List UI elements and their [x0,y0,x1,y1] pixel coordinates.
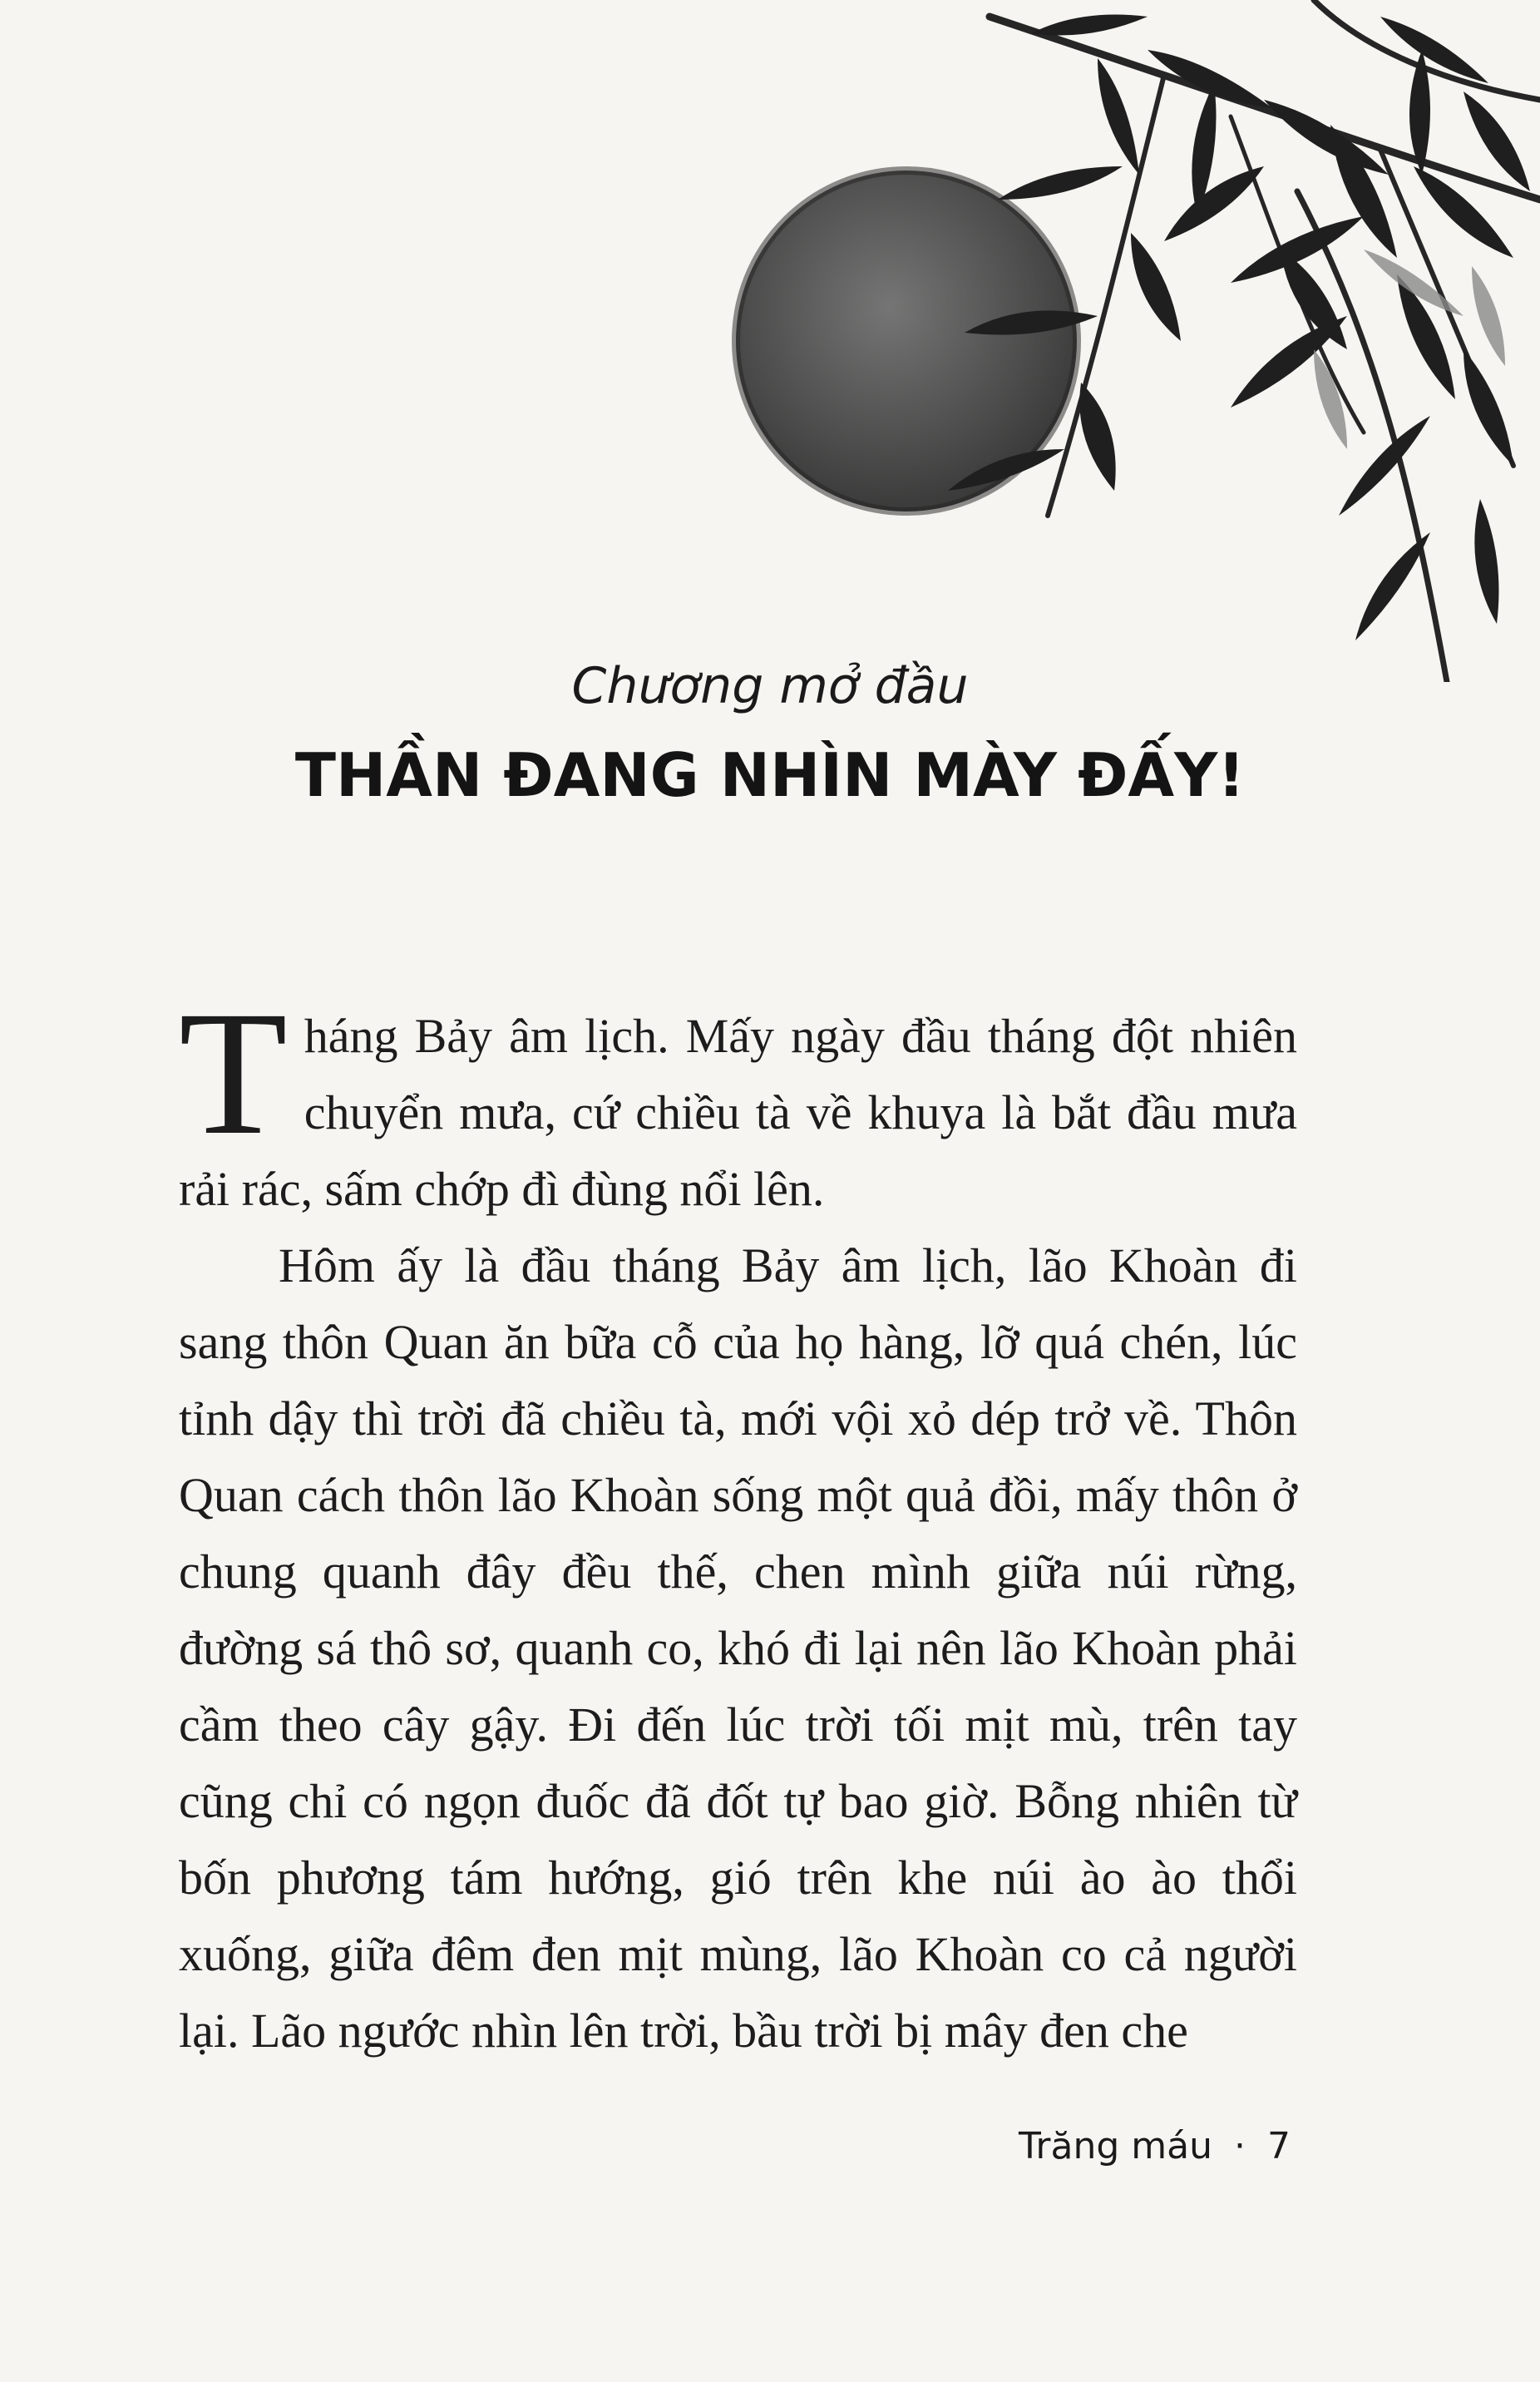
bamboo-leaves-light [1314,250,1505,449]
paragraph-1-text: háng Bảy âm lịch. Mấy ngày đầu tháng đột nhiên chuyển mưa, cứ chiều tà về khuya là bắt đầu mưa rải rác, sấm chớp đì đùng nổi lên. [179,1009,1297,1216]
page-footer [1019,2125,1291,2167]
drop-cap: T [179,975,288,1172]
bamboo-leaves [948,15,1530,641]
chapter-title: THẦN ĐANG NHÌN MÀY ĐẤY! [294,740,1246,810]
book-title: Trăng máu [1019,2125,1212,2167]
page-number: 7 [1267,2125,1291,2167]
footer-separator: · [1234,2125,1246,2167]
paragraph-2: Hôm ấy là đầu tháng Bảy âm lịch, lão Khoàn đi sang thôn Quan ăn bữa cỗ của họ hàng, lỡ quá chén, lúc tỉnh dậy thì trời đã chiều tà, mới vội xỏ dép trở về. Thôn Quan cách thôn lão Khoàn sống một quả đồi, mấy thôn ở chung quanh đây đều thế, chen mình giữa núi rừng, đường sá thô sơ, quanh co, khó đi lại nên lão Khoàn phải cầm theo cây gậy. Đi đến lúc trời tối mịt mù, trên tay cũng chỉ có ngọn đuốc đã đốt tự bao giờ. Bỗng nhiên từ bốn phương tám hướng, gió trên khe núi ào ào thổi xuống, giữa đêm đen mịt mùng, lão Khoàn co cả người lại. Lão ngước nhìn lên trời, bầu trời bị mây đen che [179,1238,1297,2058]
moon-bamboo-illustration [632,0,1540,682]
body-text [179,975,1297,2069]
chapter-label: Chương mở đầu [571,657,969,715]
paragraph-1 [179,975,1297,1228]
